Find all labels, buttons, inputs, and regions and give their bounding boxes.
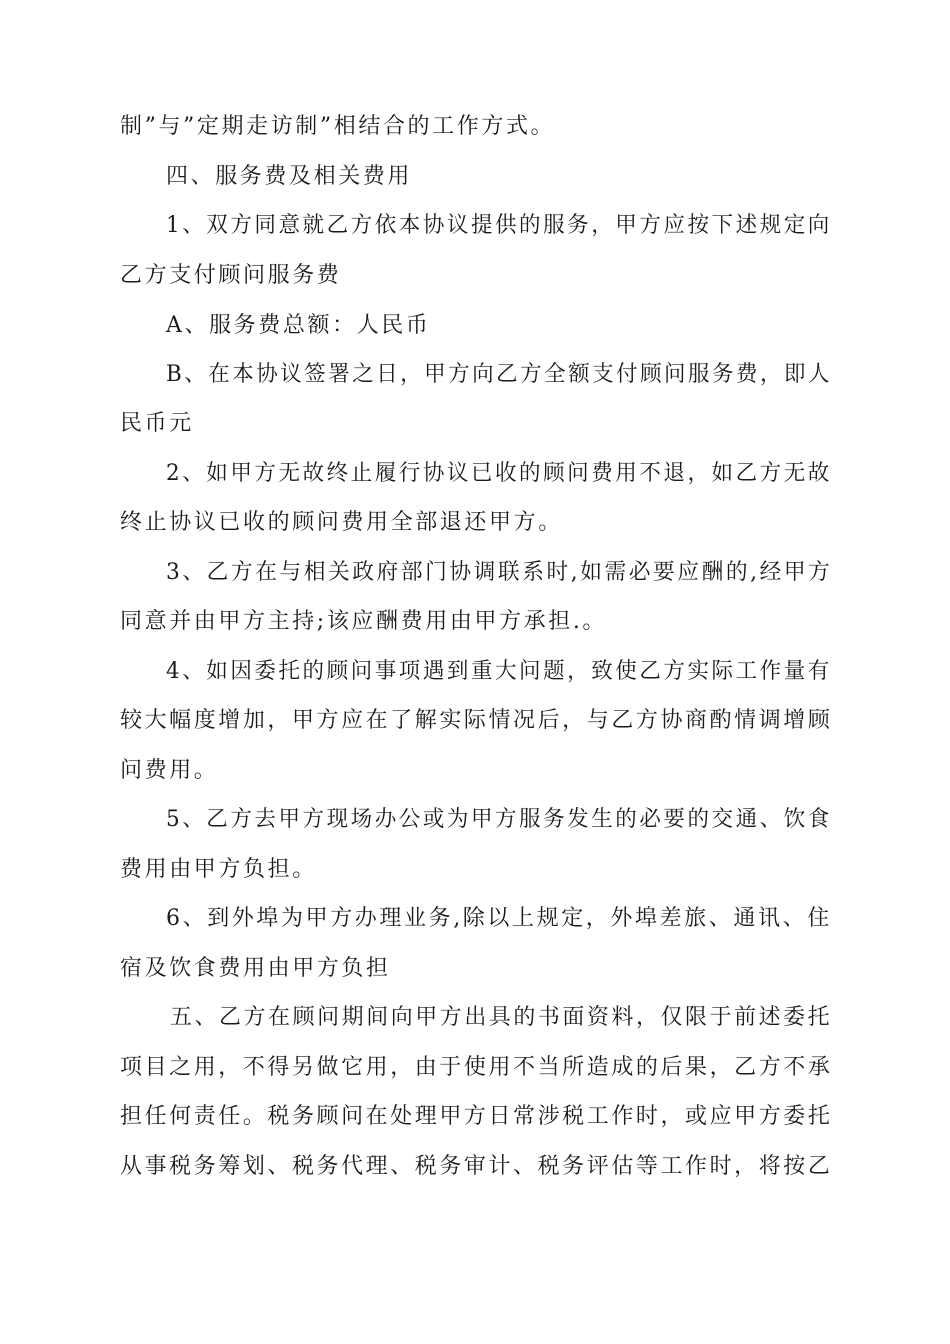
section-heading: 五、乙方在顾问期间向甲方出具的书面资料，仅限于前述委托: [170, 1005, 833, 1030]
text-line: 2、如甲方无故终止履行协议已收的顾问费用不退，如乙方无故: [166, 461, 832, 486]
text-line: 制”与”定期走访制”相结合的工作方式。: [120, 114, 556, 139]
text-line: 项目之用，不得另做它用，由于使用不当所造成的后果，乙方不承: [120, 1055, 833, 1080]
text-line: 问费用。: [120, 758, 219, 783]
text-line: 1、双方同意就乙方依本协议提供的服务，甲方应按下述规定向: [166, 213, 832, 238]
section-heading: 四、服务费及相关费用: [166, 164, 413, 189]
text-line: 担任何责任。税务顾问在处理甲方日常涉税工作时，或应甲方委托: [120, 1104, 833, 1129]
text-line: 同意并由甲方主持;该应酬费用由甲方承担.。: [120, 609, 608, 634]
text-line: 5、乙方去甲方现场办公或为甲方服务发生的必要的交通、饮食: [166, 807, 832, 832]
text-line: 乙方支付顾问服务费: [120, 263, 342, 288]
text-line: 较大幅度增加，甲方应在了解实际情况后，与乙方协商酌情调增顾: [120, 708, 833, 733]
text-line: 民币元: [120, 411, 194, 436]
text-line: 3、乙方在与相关政府部门协调联系时,如需必要应酬的,经甲方: [166, 560, 833, 585]
text-line: 从事税务筹划、税务代理、税务审计、税务评估等工作时，将按乙: [120, 1154, 833, 1179]
text-line: 终止协议已收的顾问费用全部退还甲方。: [120, 510, 563, 535]
text-line: 4、如因委托的顾问事项遇到重大问题，致使乙方实际工作量有: [166, 659, 832, 684]
text-line: 6、到外埠为甲方办理业务,除以上规定，外埠差旅、通讯、住: [166, 906, 832, 931]
text-line: 费用由甲方负担。: [120, 857, 317, 882]
text-line: A、服务费总额：人民币: [166, 313, 431, 338]
text-line: 宿及饮食费用由甲方负担: [120, 956, 391, 981]
text-line: B、在本协议签署之日，甲方向乙方全额支付顾问服务费，即人: [166, 362, 832, 387]
